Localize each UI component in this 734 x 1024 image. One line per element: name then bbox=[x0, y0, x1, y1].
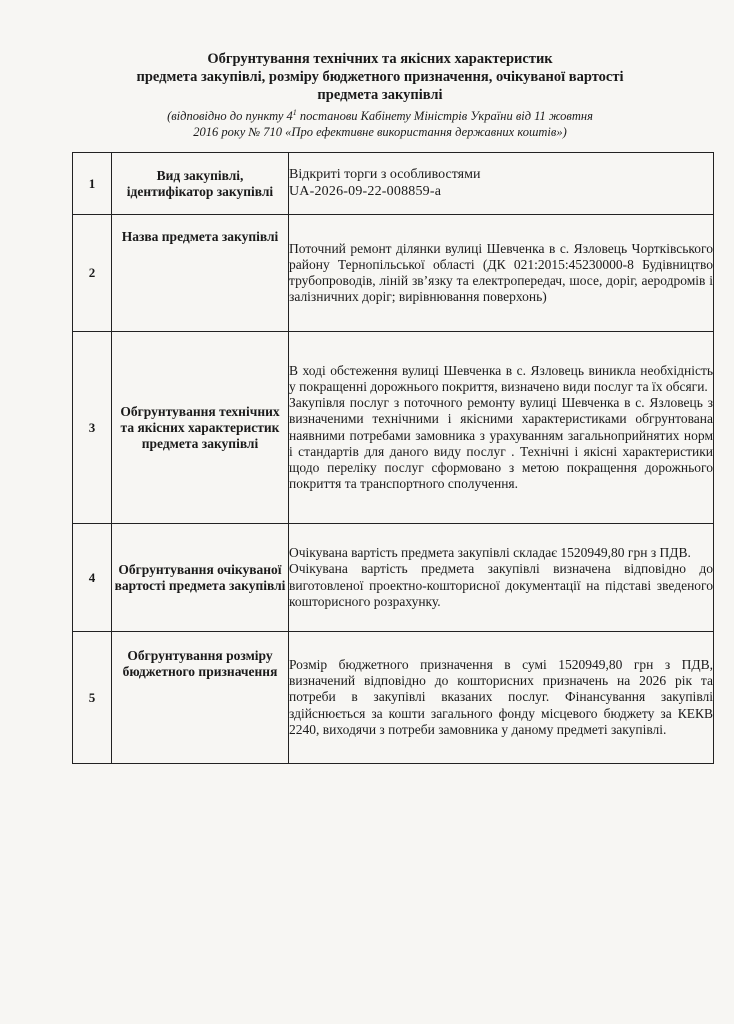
title-line-3: предмета закупівлі bbox=[317, 87, 443, 103]
procurement-id: UA-2026-09-22-008859-a bbox=[289, 183, 442, 199]
table-row bbox=[73, 153, 714, 215]
title-line-1: Обгрунтування технічних та якісних характеристик bbox=[207, 51, 553, 67]
subtitle-text-b: постанови Кабінету Міністрів України від 11 жовтня bbox=[296, 109, 593, 123]
row-paragraph: В ході обстеження вулиці Шевченка в с. Язловець виникла необхідність у покращенні дорожнього покриття, визначено види послуг та їх обсяги. bbox=[289, 362, 713, 394]
subtitle-line-2: 2016 року № 710 «Про ефективне використання державних коштів») bbox=[193, 125, 567, 139]
row-label: Обгрунтування очікуваної вартості предмета закупівлі bbox=[112, 524, 289, 632]
row-number: 5 bbox=[73, 632, 112, 764]
row-content bbox=[289, 153, 714, 215]
row-paragraph: Відкриті торги з особливостями bbox=[289, 167, 481, 183]
row-label: Вид закупівлі, ідентифікатор закупівлі bbox=[112, 153, 289, 215]
row-content bbox=[289, 332, 714, 524]
subtitle-line-1 bbox=[60, 108, 700, 124]
table-row bbox=[73, 332, 714, 524]
table-row bbox=[73, 524, 714, 632]
title-line-2: предмета закупівлі, розміру бюджетного призначення, очікуваної вартості bbox=[136, 69, 624, 85]
subtitle-superscript: 1 bbox=[292, 107, 297, 117]
row-paragraph: Очікувана вартість предмета закупівлі визначена відповідно до виготовленої проектно-кошторисної документації на підставі зведеного кошторисного розрахунку. bbox=[289, 561, 713, 609]
row-number: 4 bbox=[73, 524, 112, 632]
row-paragraph: Поточний ремонт ділянки вулиці Шевченка в с. Язловець Чортківського району Тернопільської області (ДК 021:2015:45230000-8 Будівництво трубопроводів, ліній зв’язку та електропередач, шосе, доріг, аеродромів і залізничних доріг; вирівнювання поверхонь) bbox=[289, 240, 713, 305]
row-label: Обгрунтування технічних та якісних характеристик предмета закупівлі bbox=[112, 332, 289, 524]
row-content bbox=[289, 215, 714, 332]
row-paragraph: Розмір бюджетного призначення в сумі 1520949,80 грн з ПДВ, визначений відповідно до кошторисних призначень на 2026 рік та потреби в закупівлі вказаних послуг. Фінансування закупівлі здійснюється за кошти загального фонду місцевого бюджету за КЕКВ 2240, виходячи з потреби замовника у даному предметі закупівлі. bbox=[289, 656, 713, 737]
subtitle-text-a: (відповідно до пункту 4 bbox=[167, 109, 293, 123]
row-content bbox=[289, 524, 714, 632]
row-number: 2 bbox=[73, 215, 112, 332]
row-paragraph: Закупівля послуг з поточного ремонту вулиці Шевченка в с. Язловець з визначеними технічними і якісними характеристиками обгрунтована наявними потребами замовника з урахуванням загальноприйнятих норм і стандартів для даного виду послуг . Технічні і якісні характеристики щодо переліку послуг сформовано з метою покращення дорожнього покриття та транспортного сполучення. bbox=[289, 395, 713, 492]
justification-table bbox=[72, 152, 714, 764]
document-header bbox=[60, 50, 700, 140]
table-row bbox=[73, 632, 714, 764]
table-row bbox=[73, 215, 714, 332]
row-content bbox=[289, 632, 714, 764]
row-paragraph: Очікувана вартість предмета закупівлі складає 1520949,80 грн з ПДВ. bbox=[289, 545, 691, 561]
row-label: Обгрунтування розміру бюджетного призначення bbox=[112, 632, 289, 764]
row-number: 3 bbox=[73, 332, 112, 524]
row-label: Назва предмета закупівлі bbox=[112, 215, 289, 332]
row-number: 1 bbox=[73, 153, 112, 215]
